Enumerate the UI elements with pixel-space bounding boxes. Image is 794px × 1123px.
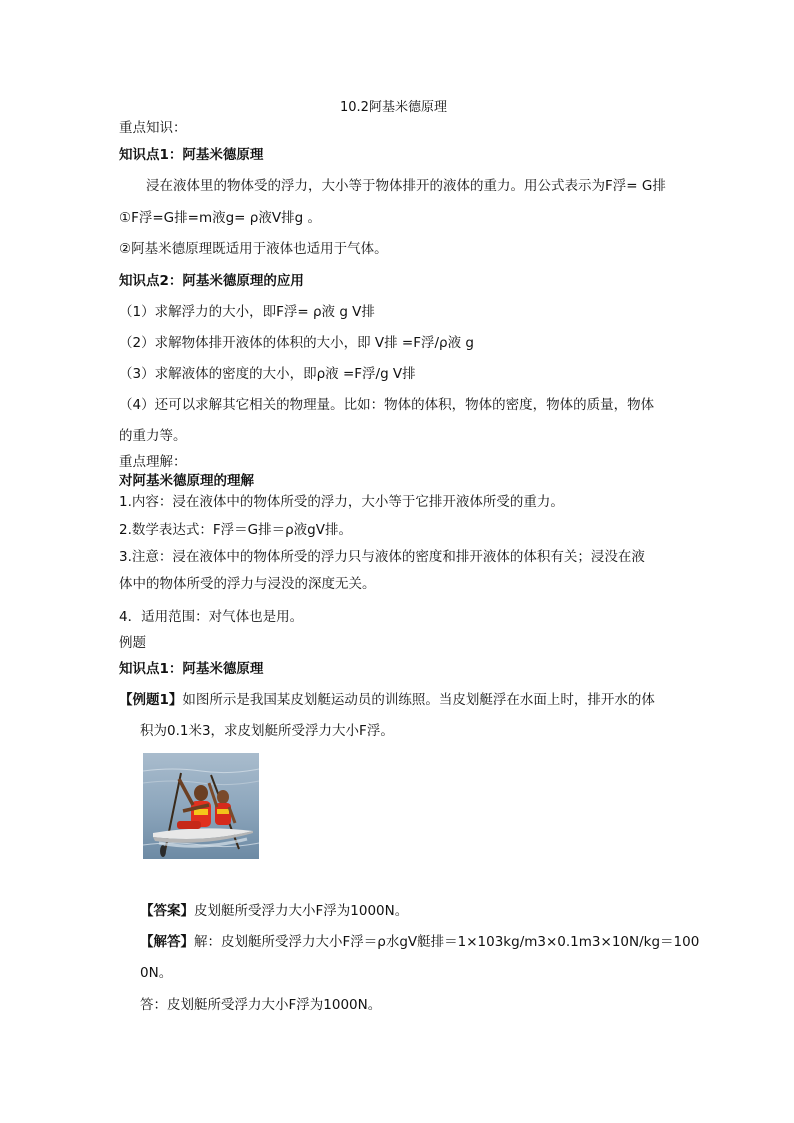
solution-line1	[140, 933, 699, 951]
answer-label: 【答案】	[140, 903, 194, 919]
example-1-line1	[119, 691, 655, 709]
section-understanding: 重点理解：	[119, 454, 187, 470]
answer-line	[140, 902, 408, 920]
kayak-training-photo	[143, 753, 259, 859]
kp2-item-2: （2）求解物体排开液体的体积的大小，即 V排 =F浮/ρ液 g	[119, 335, 474, 351]
section-examples: 例题	[119, 635, 146, 651]
example-1-line2: 积为0.1米3，求皮划艇所受浮力大小F浮。	[140, 723, 394, 739]
final-answer: 答：皮划艇所受浮力大小F浮为1000N。	[140, 997, 382, 1013]
understanding-item-3-line1: 3.注意：浸在液体中的物体所受的浮力只与液体的密度和排开液体的体积有关；浸没在液	[119, 549, 645, 565]
kp2-item-4-line2: 的重力等。	[119, 428, 187, 444]
example-kp1-title: 知识点1：阿基米德原理	[119, 661, 264, 677]
solution-label: 【解答】	[140, 934, 194, 950]
understanding-item-3-line2: 体中的物体所受的浮力与浸没的深度无关。	[119, 576, 376, 592]
section-key-knowledge: 重点知识：	[119, 120, 187, 136]
kp2-title: 知识点2：阿基米德原理的应用	[119, 273, 304, 289]
kp2-item-3: （3）求解液体的密度的大小，即ρ液 =F浮/g V排	[119, 366, 416, 382]
kp1-formula: ①F浮=G排=m液g= ρ液V排g 。	[119, 210, 321, 226]
kayak-photo-illustration	[143, 753, 259, 859]
kp2-item-1: （1）求解浮力的大小，即F浮= ρ液 g V排	[119, 304, 375, 320]
document-title: 10.2阿基米德原理	[340, 100, 447, 115]
understanding-item-4: 4．适用范围：对气体也是用。	[119, 609, 304, 625]
example-1-label: 【例题1】	[119, 692, 183, 708]
solution-line2: 0N。	[140, 965, 173, 981]
solution-text: 解：皮划艇所受浮力大小F浮＝ρ水gV艇排＝1×103kg/m3×0.1m3×10N/kg＝100	[194, 934, 700, 950]
answer-text: 皮划艇所受浮力大小F浮为1000N。	[194, 903, 409, 919]
example-1-text: 如图所示是我国某皮划艇运动员的训练照。当皮划艇浮在水面上时，排开水的体	[182, 692, 655, 708]
understanding-title: 对阿基米德原理的理解	[119, 473, 254, 489]
kp2-item-4-line1: （4）还可以求解其它相关的物理量。比如：物体的体积，物体的密度，物体的质量，物体	[119, 397, 655, 413]
understanding-item-1: 1.内容：浸在液体中的物体所受的浮力，大小等于它排开液体所受的重力。	[119, 494, 564, 510]
kp1-note: ②阿基米德原理既适用于液体也适用于气体。	[119, 241, 388, 257]
kp1-text: 浸在液体里的物体受的浮力，大小等于物体排开的液体的重力。用公式表示为F浮= G排	[146, 178, 666, 194]
understanding-item-2: 2.数学表达式：F浮＝G排＝ρ液gV排。	[119, 522, 352, 538]
kp1-title: 知识点1：阿基米德原理	[119, 147, 264, 163]
